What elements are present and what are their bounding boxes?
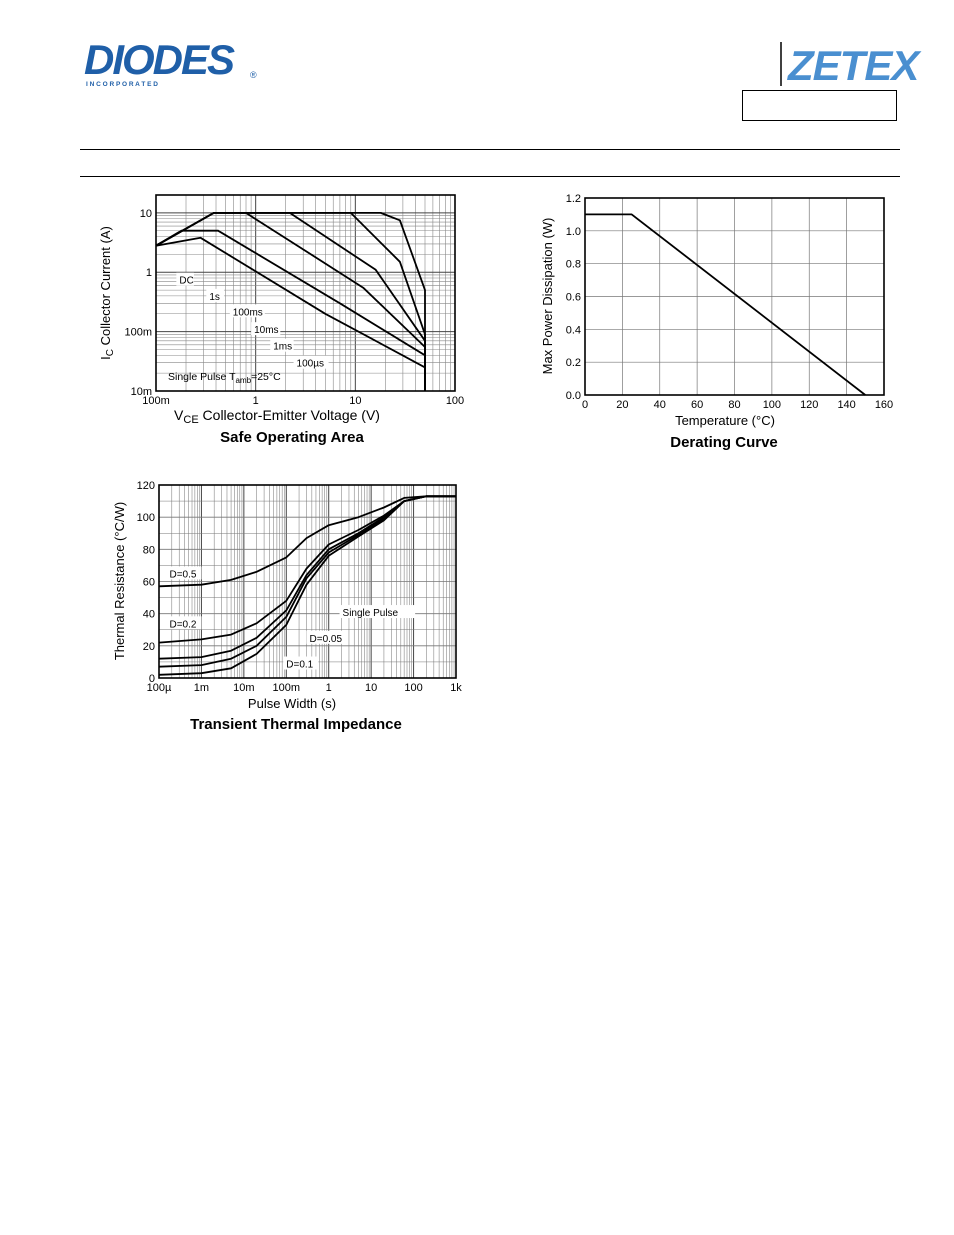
x-tick-label: 20 — [616, 399, 629, 411]
series-label: D=0.05 — [309, 633, 343, 645]
y-tick-label: 0.8 — [565, 258, 581, 271]
x-tick-label: 1m — [193, 682, 210, 694]
thermal-y-axis-label: Thermal Resistance (°C/W) — [112, 501, 127, 661]
safe-operating-area-chart — [90, 188, 490, 453]
diodes-logo-text: DIODES — [84, 36, 234, 83]
y-tick-label: 40 — [142, 608, 155, 621]
x-tick-label: 10 — [349, 395, 362, 407]
series-label: D=0.2 — [169, 619, 197, 631]
derating-grid — [585, 198, 884, 395]
transient-thermal-impedance-chart — [100, 476, 480, 741]
x-tick-label: 0 — [581, 399, 589, 411]
soa-series — [156, 213, 425, 391]
diodes-logo-subtitle: I N C O R P O R A T E D — [86, 81, 158, 88]
series-line-0 — [585, 214, 865, 395]
zetex-logo — [778, 40, 919, 89]
derating-curve-chart — [535, 188, 915, 453]
part-number-box — [742, 90, 897, 121]
x-tick-label: 60 — [691, 399, 704, 411]
series-label: 1s — [209, 291, 220, 303]
soa-x-axis-label: $V_{CE}$ Collector-Emitter Voltage (V) — [174, 407, 380, 426]
y-tick-label: 1.2 — [565, 193, 581, 205]
soa-note: Single Pulse $T_{amb}=25^\circ C$ — [168, 371, 281, 385]
series-label: Single Pulse — [342, 608, 399, 620]
series-label: D=0.1 — [286, 659, 314, 671]
x-tick-label: 100m — [142, 395, 170, 407]
x-tick-label: 10m — [233, 682, 255, 694]
y-tick-label: 60 — [142, 576, 155, 589]
y-tick-label: 0.4 — [565, 324, 581, 337]
y-tick-label: 0 — [148, 673, 155, 685]
header-rule-top — [80, 149, 900, 150]
series-label: 1ms — [273, 341, 293, 353]
x-tick-label: 80 — [728, 399, 741, 411]
y-tick-label: 20 — [142, 640, 155, 653]
registered-mark: ® — [250, 70, 257, 80]
x-tick-label: 10 — [365, 682, 378, 694]
derating-y-axis-label: Max Power Dissipation (W) — [540, 217, 555, 375]
x-tick-label: 120 — [800, 399, 819, 411]
series-line-100-s — [156, 213, 425, 391]
y-tick-label: 0.0 — [565, 390, 581, 402]
x-tick-label: 100 — [762, 399, 782, 411]
y-tick-label: 100m — [124, 326, 152, 339]
x-tick-label: 100µ — [146, 682, 172, 694]
series-line-100ms — [156, 213, 425, 391]
header-rule-bottom — [80, 176, 900, 177]
x-tick-label: 1 — [325, 682, 332, 694]
y-tick-label: 1 — [145, 267, 152, 280]
thermal-grid — [159, 485, 456, 678]
y-tick-label: 0.6 — [565, 291, 581, 304]
x-tick-label: 1k — [450, 682, 462, 694]
x-tick-label: 100 — [404, 682, 423, 694]
x-tick-label: 1 — [252, 395, 259, 407]
series-label: D=0.5 — [169, 569, 197, 581]
series-label: 100µs — [296, 358, 325, 370]
series-label: 10ms — [254, 325, 279, 337]
derating-x-axis-label: Temperature (°C) — [675, 413, 775, 428]
x-tick-label: 160 — [874, 399, 894, 411]
series-label: DC — [179, 275, 194, 287]
y-tick-label: 120 — [136, 480, 155, 492]
x-tick-label: 40 — [653, 399, 666, 411]
y-tick-label: 10m — [130, 386, 152, 398]
y-tick-label: 100 — [136, 512, 155, 525]
thermal-x-axis-label: Pulse Width (s) — [247, 696, 337, 711]
soa-title: Safe Operating Area — [220, 429, 364, 446]
zetex-logo-text: ZETEX — [788, 42, 919, 89]
diodes-logo — [84, 38, 259, 90]
series-label: 100ms — [232, 307, 263, 319]
y-tick-label: 0.2 — [565, 357, 581, 370]
soa-y-axis-label: $I_C$ Collector Current (A) — [98, 226, 116, 360]
x-tick-label: 100m — [272, 682, 301, 694]
x-tick-label: 140 — [837, 399, 856, 411]
series-line-dc — [156, 238, 425, 391]
series-line-1s — [156, 231, 425, 391]
y-tick-label: 10 — [139, 207, 152, 220]
y-tick-label: 1.0 — [565, 225, 581, 238]
series-line-10ms — [156, 213, 425, 391]
derating-series — [585, 214, 865, 395]
thermal-title: Transient Thermal Impedance — [190, 716, 402, 733]
y-tick-label: 80 — [142, 544, 155, 557]
derating-title: Derating Curve — [670, 434, 778, 451]
x-tick-label: 100 — [445, 395, 465, 407]
series-line-1ms — [156, 213, 425, 391]
